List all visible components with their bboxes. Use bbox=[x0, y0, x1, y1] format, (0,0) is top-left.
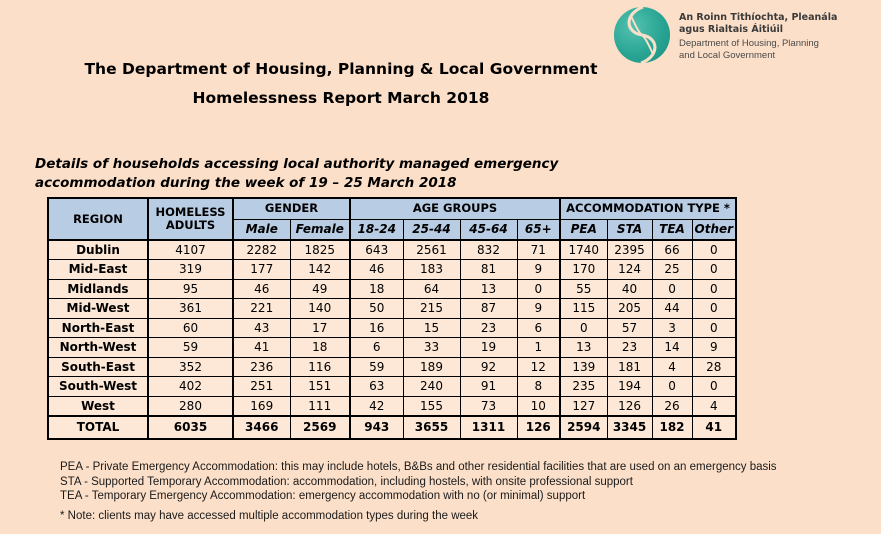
table-cell: 127 bbox=[560, 396, 607, 416]
total-cell: 2569 bbox=[290, 416, 350, 439]
col-header-male: Male bbox=[233, 219, 290, 240]
table-row-north-west bbox=[48, 338, 736, 358]
region-cell: Mid-West bbox=[48, 299, 148, 319]
total-cell: 1311 bbox=[460, 416, 517, 439]
table-cell: 95 bbox=[148, 279, 233, 299]
footnote-pea: PEA - Private Emergency Accommodation: this may include hotels, B&Bs and other residential facilities that are used on an emergency basis bbox=[60, 461, 777, 473]
two-leaf-circle-icon bbox=[613, 6, 671, 64]
table-cell: 28 bbox=[692, 357, 736, 377]
table-row-south-east bbox=[48, 357, 736, 377]
table-cell: 41 bbox=[233, 338, 290, 358]
table-cell: 0 bbox=[692, 299, 736, 319]
table-cell: 4107 bbox=[148, 240, 233, 260]
region-cell: South-West bbox=[48, 377, 148, 397]
table-cell: 17 bbox=[290, 318, 350, 338]
table-cell: 8 bbox=[517, 377, 560, 397]
table-row-north-east bbox=[48, 318, 736, 338]
table-cell: 832 bbox=[460, 240, 517, 260]
table-cell: 6 bbox=[517, 318, 560, 338]
col-header-homeless-adults: HOMELESS ADULTS bbox=[148, 198, 233, 240]
table-cell: 16 bbox=[350, 318, 403, 338]
table-cell: 23 bbox=[460, 318, 517, 338]
table-cell: 0 bbox=[517, 279, 560, 299]
col-header-pea: PEA bbox=[560, 219, 607, 240]
table-row-total bbox=[48, 416, 736, 439]
region-cell: Midlands bbox=[48, 279, 148, 299]
table-cell: 169 bbox=[233, 396, 290, 416]
col-header-18-24: 18-24 bbox=[350, 219, 403, 240]
table-cell: 0 bbox=[652, 279, 692, 299]
table-cell: 240 bbox=[403, 377, 460, 397]
table-cell: 59 bbox=[350, 357, 403, 377]
table-cell: 50 bbox=[350, 299, 403, 319]
total-cell: 126 bbox=[517, 416, 560, 439]
table-cell: 9 bbox=[517, 299, 560, 319]
total-cell: 3655 bbox=[403, 416, 460, 439]
table-row-mid-west bbox=[48, 299, 736, 319]
table-cell: 251 bbox=[233, 377, 290, 397]
table-cell: 140 bbox=[290, 299, 350, 319]
table-cell: 43 bbox=[233, 318, 290, 338]
total-cell: 3345 bbox=[607, 416, 652, 439]
table-cell: 15 bbox=[403, 318, 460, 338]
total-cell: 41 bbox=[692, 416, 736, 439]
report-description-line1: Details of households accessing local authority managed emergency bbox=[35, 156, 559, 172]
region-cell: Dublin bbox=[48, 240, 148, 260]
table-cell: 4 bbox=[692, 396, 736, 416]
table-cell: 13 bbox=[460, 279, 517, 299]
table-cell: 0 bbox=[692, 318, 736, 338]
col-header-25-44: 25-44 bbox=[403, 219, 460, 240]
footnote-tea: TEA - Temporary Emergency Accommodation: emergency accommodation with no (or minimal) support bbox=[60, 490, 586, 502]
table-cell: 4 bbox=[652, 357, 692, 377]
table-cell: 280 bbox=[148, 396, 233, 416]
table-row-south-west bbox=[48, 377, 736, 397]
table-cell: 0 bbox=[692, 260, 736, 280]
table-cell: 91 bbox=[460, 377, 517, 397]
table-row-mid-east bbox=[48, 260, 736, 280]
col-header-region: REGION bbox=[48, 198, 148, 240]
table-cell: 60 bbox=[148, 318, 233, 338]
table-cell: 42 bbox=[350, 396, 403, 416]
col-group-gender: GENDER bbox=[233, 198, 350, 219]
table-cell: 2561 bbox=[403, 240, 460, 260]
table-cell: 189 bbox=[403, 357, 460, 377]
table-cell: 0 bbox=[692, 377, 736, 397]
table-cell: 221 bbox=[233, 299, 290, 319]
table-cell: 81 bbox=[460, 260, 517, 280]
table-cell: 111 bbox=[290, 396, 350, 416]
table-row-dublin bbox=[48, 240, 736, 260]
total-cell: 6035 bbox=[148, 416, 233, 439]
total-cell: 943 bbox=[350, 416, 403, 439]
logo-english-line1: Department of Housing, Planning bbox=[679, 38, 819, 49]
table-cell: 126 bbox=[607, 396, 652, 416]
table-cell: 12 bbox=[517, 357, 560, 377]
table-cell: 0 bbox=[560, 318, 607, 338]
page-title: The Department of Housing, Planning & Local Government bbox=[84, 60, 598, 78]
table-cell: 170 bbox=[560, 260, 607, 280]
table-cell: 64 bbox=[403, 279, 460, 299]
table-cell: 92 bbox=[460, 357, 517, 377]
table-cell: 57 bbox=[607, 318, 652, 338]
table-cell: 10 bbox=[517, 396, 560, 416]
logo-text bbox=[679, 6, 837, 61]
table-cell: 2395 bbox=[607, 240, 652, 260]
col-group-accommodation-type: ACCOMMODATION TYPE * bbox=[560, 198, 736, 219]
table-cell: 181 bbox=[607, 357, 652, 377]
col-header-45-64: 45-64 bbox=[460, 219, 517, 240]
table-cell: 177 bbox=[233, 260, 290, 280]
table-cell: 1825 bbox=[290, 240, 350, 260]
homelessness-table bbox=[47, 197, 737, 440]
table-cell: 49 bbox=[290, 279, 350, 299]
table-cell: 44 bbox=[652, 299, 692, 319]
table-cell: 66 bbox=[652, 240, 692, 260]
report-description bbox=[35, 155, 595, 193]
col-header-female: Female bbox=[290, 219, 350, 240]
table-cell: 643 bbox=[350, 240, 403, 260]
total-cell: 2594 bbox=[560, 416, 607, 439]
report-description-line2: accommodation during the week of 19 – 25 March 2018 bbox=[35, 175, 457, 191]
table-cell: 71 bbox=[517, 240, 560, 260]
table-cell: 59 bbox=[148, 338, 233, 358]
table-cell: 116 bbox=[290, 357, 350, 377]
table-cell: 46 bbox=[233, 279, 290, 299]
logo-irish-line1: An Roinn Tithíochta, Pleanála bbox=[679, 12, 838, 23]
col-header-sta: STA bbox=[607, 219, 652, 240]
table-cell: 73 bbox=[460, 396, 517, 416]
table-cell: 235 bbox=[560, 377, 607, 397]
col-group-age-groups: AGE GROUPS bbox=[350, 198, 560, 219]
total-cell: 3466 bbox=[233, 416, 290, 439]
region-cell: West bbox=[48, 396, 148, 416]
table-row-west bbox=[48, 396, 736, 416]
table-cell: 352 bbox=[148, 357, 233, 377]
table-cell: 6 bbox=[350, 338, 403, 358]
table-cell: 194 bbox=[607, 377, 652, 397]
total-cell: 182 bbox=[652, 416, 692, 439]
table-cell: 55 bbox=[560, 279, 607, 299]
col-header-tea: TEA bbox=[652, 219, 692, 240]
table-cell: 151 bbox=[290, 377, 350, 397]
table-cell: 13 bbox=[560, 338, 607, 358]
department-logo bbox=[613, 6, 873, 64]
region-cell: North-East bbox=[48, 318, 148, 338]
table-cell: 19 bbox=[460, 338, 517, 358]
table-cell: 14 bbox=[652, 338, 692, 358]
table-cell: 2282 bbox=[233, 240, 290, 260]
table-cell: 1 bbox=[517, 338, 560, 358]
table-cell: 155 bbox=[403, 396, 460, 416]
page-subtitle-title: Homelessness Report March 2018 bbox=[192, 89, 490, 107]
table-cell: 25 bbox=[652, 260, 692, 280]
col-header-65plus: 65+ bbox=[517, 219, 560, 240]
table-cell: 115 bbox=[560, 299, 607, 319]
table-cell: 402 bbox=[148, 377, 233, 397]
table-cell: 139 bbox=[560, 357, 607, 377]
table-cell: 183 bbox=[403, 260, 460, 280]
table-cell: 33 bbox=[403, 338, 460, 358]
table-cell: 9 bbox=[692, 338, 736, 358]
table-cell: 0 bbox=[652, 377, 692, 397]
region-cell: South-East bbox=[48, 357, 148, 377]
report-title-block bbox=[0, 60, 682, 107]
table-cell: 3 bbox=[652, 318, 692, 338]
total-label: TOTAL bbox=[48, 416, 148, 439]
table-cell: 142 bbox=[290, 260, 350, 280]
region-cell: North-West bbox=[48, 338, 148, 358]
table-cell: 40 bbox=[607, 279, 652, 299]
table-cell: 9 bbox=[517, 260, 560, 280]
table-cell: 18 bbox=[290, 338, 350, 358]
table-cell: 0 bbox=[692, 240, 736, 260]
region-cell: Mid-East bbox=[48, 260, 148, 280]
col-header-other: Other bbox=[692, 219, 736, 240]
table-row-midlands bbox=[48, 279, 736, 299]
table-cell: 1740 bbox=[560, 240, 607, 260]
table-cell: 0 bbox=[692, 279, 736, 299]
table-cell: 361 bbox=[148, 299, 233, 319]
asterisk-note: * Note: clients may have accessed multiple accommodation types during the week bbox=[60, 510, 479, 522]
table-cell: 23 bbox=[607, 338, 652, 358]
table-cell: 46 bbox=[350, 260, 403, 280]
table-cell: 87 bbox=[460, 299, 517, 319]
footnote-sta: STA - Supported Temporary Accommodation: accommodation, including hostels, with onsite professional support bbox=[60, 475, 633, 488]
table-cell: 205 bbox=[607, 299, 652, 319]
table-cell: 215 bbox=[403, 299, 460, 319]
table-cell: 319 bbox=[148, 260, 233, 280]
table-cell: 124 bbox=[607, 260, 652, 280]
table-cell: 18 bbox=[350, 279, 403, 299]
table-cell: 26 bbox=[652, 396, 692, 416]
accommodation-type-footnotes bbox=[60, 460, 860, 504]
table-cell: 236 bbox=[233, 357, 290, 377]
logo-english-line2: and Local Government bbox=[679, 49, 776, 61]
logo-irish-line2: agus Rialtais Áitiúil bbox=[679, 23, 784, 35]
table-cell: 63 bbox=[350, 377, 403, 397]
